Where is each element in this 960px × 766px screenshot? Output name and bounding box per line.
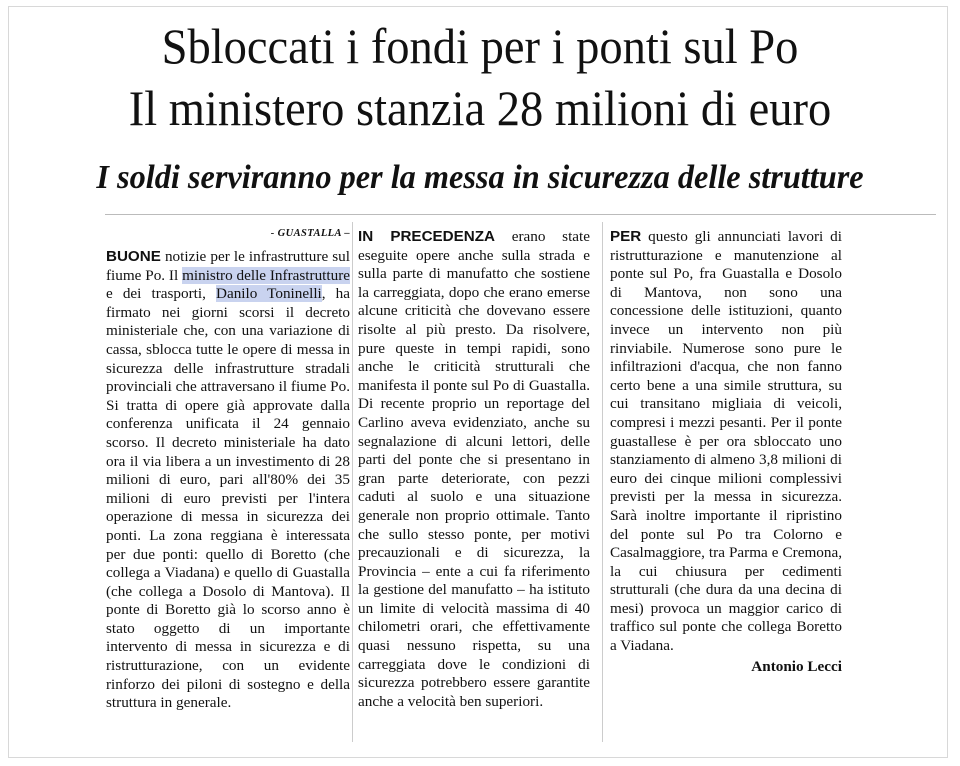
article-column-1 [106, 228, 350, 713]
paragraph-text: notizie per le infrastrutture sul fiume Po. Il [106, 248, 350, 284]
paragraph-lead: BUONE [106, 248, 161, 265]
paragraph-lead: IN PRECEDENZA [358, 228, 495, 245]
dateline: - GUASTALLA – [270, 228, 350, 239]
paragraph-text: erano state eseguite opere anche sulla strada e sulla parte di manufatto che sostiene la carreggiata, dopo che erano emerse alcune criticità che dovevano essere risolte al più presto. Da risolvere, pure queste in tempi rapidi, sono anche le criticità strutturali che manifesta il ponte sul Po di Guastalla. Di recente proprio un reportage del Carlino aveva evidenziato, anche su segnalazione di alcuni lettori, delle parti del ponte che si presentano in gran parte deteriorate, con pezzi caduti al suolo e una situazione generale non proprio ottimale. Tanto che sullo stesso ponte, per motivi precauzionali e di sicurezza, la Provincia – ente a cui fa riferimento la gestione del manufatto – ha istituto un limite di velocità massima di 40 chilometri orari, che effettivamente quasi nessuno rispetta, su una carreggiata dove le condizioni di sicurezza potrebbero essere garantite anche a velocità ben superiori. [358, 228, 591, 710]
paragraph-1 [106, 248, 350, 713]
article-column-3 [610, 228, 842, 676]
paragraph-2 [358, 228, 590, 711]
paragraph-text: e dei trasporti, [106, 285, 216, 303]
article-column-2 [358, 228, 590, 711]
column-divider [602, 222, 603, 742]
highlighted-text[interactable]: ministro delle Infrastrutture [182, 266, 350, 284]
paragraph-text: , ha firmato nei giorni scorsi il decreto ministeriale che, con una variazione di cassa, sblocca tutte le opere di messa in sicurezza delle infrastrutture stradali provinciali che attraversano il fiume Po. Si tratta di opere già approvate dalla conferenza unificata il 24 gennaio scorso. Il decreto ministeriale ha dato ora il via libera a un investimento di 28 milioni di euro, pari all'80% dei 35 milioni di euro previsti per l'intera operazione di messa in sicurezza dei ponti. La zona reggiana è interessata per due ponti: quello di Boretto (che collega a Viadana) e quello di Guastalla (che collega a Dosolo di Mantova). Il ponte di Boretto già lo scorso anno è stato oggetto di un importante intervento di messa in sicurezza e di ristrutturazione, con un evidente rinforzo dei piloni di sostegno e della struttura in generale. [106, 285, 350, 712]
paragraph-lead: PER [610, 228, 642, 245]
headline-line-2: Il ministero stanzia 28 milioni di euro [128, 80, 832, 136]
headline-line-1: Sbloccati i fondi per i ponti sul Po [161, 18, 799, 74]
header-rule [105, 214, 936, 215]
subtitle: I soldi serviranno per la messa in sicurezza delle strutture [96, 159, 864, 196]
highlighted-text[interactable]: Danilo Toninelli [215, 285, 322, 303]
column-divider [352, 222, 353, 742]
paragraph-text: questo gli annunciati lavori di ristrutturazione e manutenzione al ponte sul Po, fra Guastalla e Dosolo di Mantova, non sono una concessione delle istituzioni, quanto invece un intervento non più rinviabile. Numerose sono pure le infiltrazioni d'acqua, che non fanno certo bene a una simile struttura, su cui transitano migliaia di veicoli, compresi i mezzi pesanti. Per il ponte guastallese è per ora sbloccato uno stanziamento di almeno 3,8 milioni di euro dei cinque milioni complessivi previsti per la messa in sicurezza. Sarà inoltre importante il ripristino del ponte sul Po tra Colorno e Casalmaggiore, tra Parma e Cremona, la cui chiusura per cedimenti strutturali (che dura da una decina di mesi) provoca un maggior carico di traffico sul ponte che collega Boretto a Viadana. [610, 228, 842, 655]
author-signature: Antonio Lecci [751, 657, 842, 675]
paragraph-3 [610, 228, 842, 656]
